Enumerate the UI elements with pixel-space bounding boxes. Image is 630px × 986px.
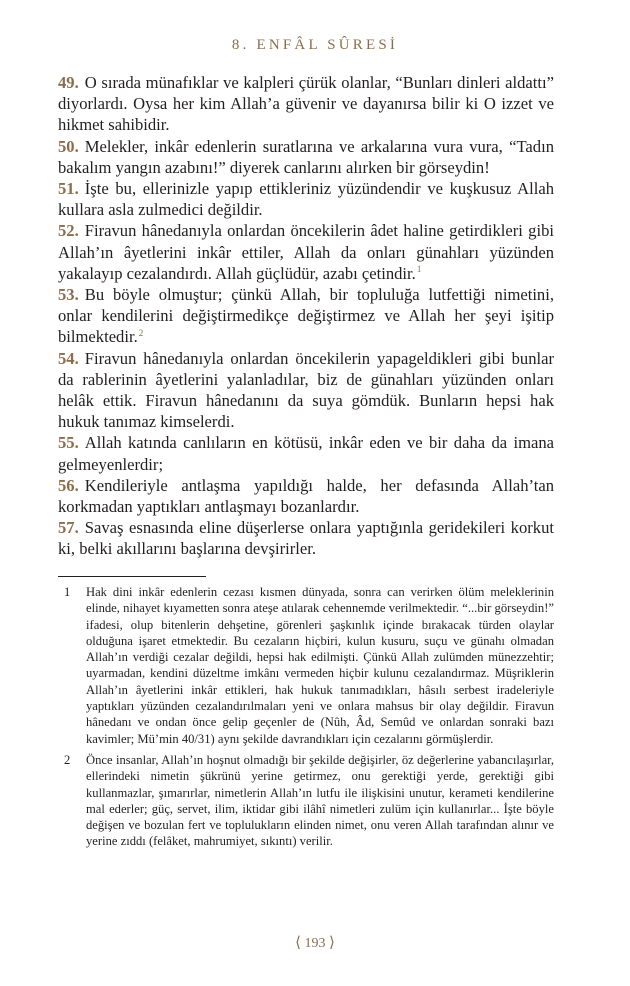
- footnote-2: [58, 752, 554, 850]
- verse-number: 53.: [58, 285, 79, 305]
- verse-number: 55.: [58, 433, 79, 453]
- footnote-reference[interactable]: 2: [138, 327, 144, 338]
- verse-51: [58, 178, 554, 220]
- verse-number: 51.: [58, 179, 79, 199]
- verse-50: [58, 136, 554, 178]
- verse-text: Kendileriyle antlaşma yapıldığı halde, her defasında Allah’tan korkmadan yaptıkları antlaşmayı bozanlardır.: [58, 475, 554, 517]
- footnote-divider: [58, 576, 206, 577]
- footnote-number: 2: [64, 752, 71, 767]
- verse-57: [58, 517, 554, 559]
- verse-text: O sırada münafıklar ve kalpleri çürük olanlar, “Bunları dinleri aldattı” diyorlardı. Oysa her kim Allah’a güvenir ve dayanırsa bilir ki O izzet ve hikmet sahibidir.: [58, 73, 554, 135]
- footnote-list: [58, 584, 554, 855]
- footnote-text: Hak dini inkâr edenlerin cezası kısmen dünyada, sonra can verirken ölüm meleklerinin elinde, nihayet kıyametten sonra ateşe atılarak cehennemde verilmektedir. “...bir görseydin!” ifadesi, olup bitenlerin dehşetine, görenleri şaşkınlık içinde bırakacak türden olaylar olduğuna işaret etmektedir. Bu cezaların hiçbiri, kulun kusuru, suçu ve günahı olmadan Allah’ın verdiği cezalar değildi, hepsi hak edilmişti. Çünkü Allah zulümden münezzehtir; uyarmadan, kendini düzeltme imkânı vermeden hiçbir kulunu cezalandırmaz. Müşriklerin Allah’ın âyetlerini inkâr ettikleri, hak hukuk tanımadıkları, hâsılı serbest iradeleriyle yaptıkları yüzünden cezalandırılmaları yeni ve onlara mahsus bir olay değildir. Firavun hânedanı ve ondan önce gelip geçenler de (Nûh, Âd, Semûd ve onlardan sonraki bazı kavimler; Mü’min 40/31) aynı şekilde davrandıkları için cezalarını görmüşlerdir.: [86, 585, 554, 746]
- footnote-text: Önce insanlar, Allah’ın hoşnut olmadığı bir şekilde değişirler, öz değerlerine yabancılaşırlar, ellerindeki nimetin şükrünü yerine getirmez, onu gerektiği yerde, gerektiği gibi kullanmazlar, şımarırlar, nimetlerin Allah’ın lutfu ile ilişkisini unutur, kerameti kendilerine mal ederler; güç, servet, ilim, iktidar gibi ilâhî nimetleri zulüm için kullanırlar... İşte böyle değişen ve bozulan fert ve toplulukların elinden nimet, onu veren Allah tarafından alınır ve yerine zıddı (felâket, mahrumiyet, sıkıntı) verilir.: [86, 752, 554, 849]
- verse-53: [58, 284, 554, 348]
- verse-text: Bu böyle olmuştur; çünkü Allah, bir topluluğa lutfettiği nimetini, onlar kendilerini değiştirmedikçe değiştirmez ve Allah her şeyi işitip bilmektedir.: [58, 285, 554, 347]
- verse-list: [58, 72, 554, 560]
- verse-56: [58, 475, 554, 517]
- footnote-number: 1: [64, 585, 71, 599]
- verse-text: Firavun hânedanıyla onlardan öncekilerin âdet haline getirdikleri gibi Allah’ın âyetlerini inkâr ettiler, Allah da onları günahları yüzünden yakalayıp cezalandırdı. Allah güçlüdür, azabı çetindir.: [58, 221, 554, 283]
- verse-54: [58, 348, 554, 433]
- page-number-value: 193: [304, 936, 326, 951]
- verse-text: İşte bu, ellerinizle yapıp ettikleriniz yüzündendir ve kuşkusuz Allah kullara asla zulmedici değildir.: [58, 179, 554, 220]
- verse-number: 52.: [58, 221, 79, 241]
- verse-number: 54.: [58, 348, 79, 368]
- verse-number: 57.: [58, 518, 79, 538]
- verse-number: 50.: [58, 136, 79, 156]
- verse-number: 56.: [58, 475, 79, 495]
- verse-52: [58, 220, 554, 284]
- left-ornament-icon: ⟨: [295, 935, 301, 951]
- footnote-reference[interactable]: 1: [416, 264, 422, 275]
- footnote-1: [58, 584, 554, 747]
- verse-number: 49.: [58, 73, 79, 92]
- verse-49: [58, 72, 554, 136]
- verse-text: Firavun hânedanıyla onlardan öncekilerin yapageldikleri gibi bunlar da rablerinin âyetlerini yalanladılar, biz de günahları yüzünden onları helâk ettik. Firavun hânedanını da suya gömdük. Bunların hepsi hak hukuk tanımaz kimselerdi.: [58, 348, 554, 432]
- page-number: [0, 933, 630, 952]
- running-head: 8. ENFÂL SÛRESİ: [231, 37, 399, 53]
- verse-55: [58, 432, 554, 474]
- verse-text: Allah katında canlıların en kötüsü, inkâr eden ve bir daha da imana gelmeyenlerdir;: [58, 433, 554, 474]
- verse-text: Melekler, inkâr edenlerin suratlarına ve arkalarına vura vura, “Tadın bakalım yangın azabını!” diyerek canlarını alırken bir görseydin!: [58, 136, 554, 177]
- right-ornament-icon: ⟩: [329, 935, 335, 951]
- verse-text: Savaş esnasında eline düşerlerse onlara yaptığınla geridekileri korkut ki, belki akıllarını başlarına devşirirler.: [58, 518, 554, 559]
